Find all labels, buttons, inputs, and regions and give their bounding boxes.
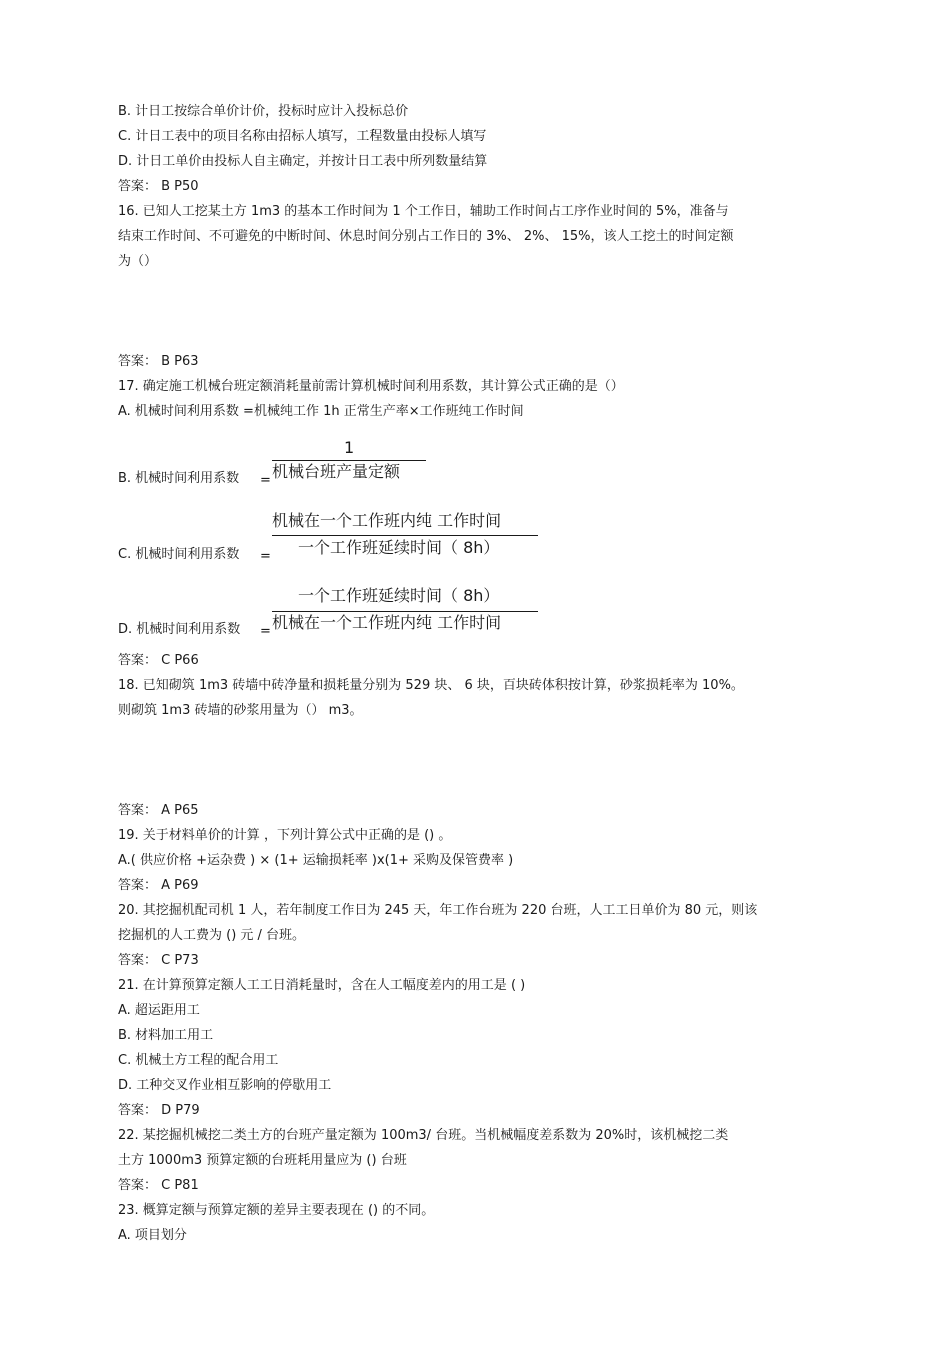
answer-18: 答案： A P65: [118, 803, 199, 818]
answer-16: 答案： B P63: [118, 354, 199, 369]
question-16-line-2: 结束工作时间、不可避免的中断时间、休息时间分别占工作日的 3%、 2%、 15%，该人工挖土的时间定额: [118, 229, 734, 244]
option-21-a: A. 超运距用工: [118, 1003, 200, 1018]
option-21-b: B. 材料加工用工: [118, 1028, 214, 1043]
question-22-line-2: 土方 1000m3 预算定额的台班耗用量应为 () 台班: [118, 1153, 407, 1168]
option-17-d-label: D. 机械时间利用系数: [118, 622, 241, 637]
answer-22: 答案： C P81: [118, 1178, 199, 1193]
answer-20: 答案： C P73: [118, 953, 199, 968]
option-17-c-denominator: 一个工作班延续时间（ 8h）: [298, 538, 500, 557]
option-d-dayworks-price: D. 计日工单价由投标人自主确定，并按计日工表中所列数量结算: [118, 154, 488, 169]
option-17-a: A. 机械时间利用系数 =机械纯工作 1h 正常生产率×工作班纯工作时间: [118, 404, 524, 419]
option-17-b-equals: =: [260, 473, 271, 488]
question-16-line-1: 16. 已知人工挖某土方 1m3 的基本工作时间为 1 个工作日，辅助工作时间占工序作业时间的 5%，准备与: [118, 204, 729, 219]
option-17-b-denominator: 机械台班产量定额: [272, 462, 401, 481]
option-17-d-fraction-bar: [272, 611, 538, 612]
option-19-a: A.( 供应价格 +运杂费 ) × (1+ 运输损耗率 )x(1+ 采购及保管费率 ): [118, 853, 514, 868]
option-17-d-equals: =: [260, 624, 271, 639]
answer-15: 答案： B P50: [118, 179, 199, 194]
option-b-dayworks-pricing: B. 计日工按综合单价计价，投标时应计入投标总价: [118, 104, 409, 119]
option-c-dayworks-items: C. 计日工表中的项目名称由招标人填写，工程数量由投标人填写: [118, 129, 487, 144]
option-17-b-fraction-bar: [272, 460, 426, 461]
answer-19: 答案： A P69: [118, 878, 199, 893]
option-17-d-fraction: [272, 586, 542, 636]
option-17-c-label: C. 机械时间利用系数: [118, 547, 240, 562]
option-17-b-fraction: [272, 438, 428, 486]
question-18-line-2: 则砌筑 1m3 砖墙的砂浆用量为（） m3。: [118, 703, 363, 718]
option-17-b-label: B. 机械时间利用系数: [118, 471, 240, 486]
option-21-d: D. 工种交叉作业相互影响的停歇用工: [118, 1078, 332, 1093]
question-21: 21. 在计算预算定额人工工日消耗量时，含在人工幅度差内的用工是 ( ): [118, 978, 526, 993]
option-17-b-numerator: 1: [344, 438, 355, 457]
option-17-d-numerator: 一个工作班延续时间（ 8h）: [298, 586, 500, 605]
question-20-line-1: 20. 其挖掘机配司机 1 人，若年制度工作日为 245 天，年工作台班为 220 台班，人工工日单价为 80 元，则该: [118, 903, 758, 918]
question-22-line-1: 22. 某挖掘机械挖二类土方的台班产量定额为 100m3/ 台班。当机械幅度差系数为 20%时，该机械挖二类: [118, 1128, 729, 1143]
option-17-c-equals: =: [260, 549, 271, 564]
question-23: 23. 概算定额与预算定额的差异主要表现在 () 的不同。: [118, 1203, 435, 1218]
question-17: 17. 确定施工机械台班定额消耗量前需计算机械时间利用系数，其计算公式正确的是（）: [118, 379, 624, 394]
option-17-c-numerator: 机械在一个工作班内纯 工作时间: [272, 511, 502, 530]
option-17-d-denominator: 机械在一个工作班内纯 工作时间: [272, 613, 502, 632]
option-21-c: C. 机械土方工程的配合用工: [118, 1053, 279, 1068]
option-17-c-fraction-bar: [272, 535, 538, 536]
option-23-a: A. 项目划分: [118, 1228, 187, 1243]
question-19: 19. 关于材料单价的计算 ，下列计算公式中正确的是 () 。: [118, 828, 452, 843]
option-17-c-fraction: [272, 511, 542, 561]
question-20-line-2: 挖掘机的人工费为 () 元 / 台班。: [118, 928, 306, 943]
question-16-line-3: 为（）: [118, 254, 158, 269]
answer-17: 答案： C P66: [118, 653, 199, 668]
question-18-line-1: 18. 已知砌筑 1m3 砖墙中砖净量和损耗量分别为 529 块、 6 块，百块砖体积按计算，砂浆损耗率为 10%。: [118, 678, 744, 693]
answer-21: 答案： D P79: [118, 1103, 200, 1118]
